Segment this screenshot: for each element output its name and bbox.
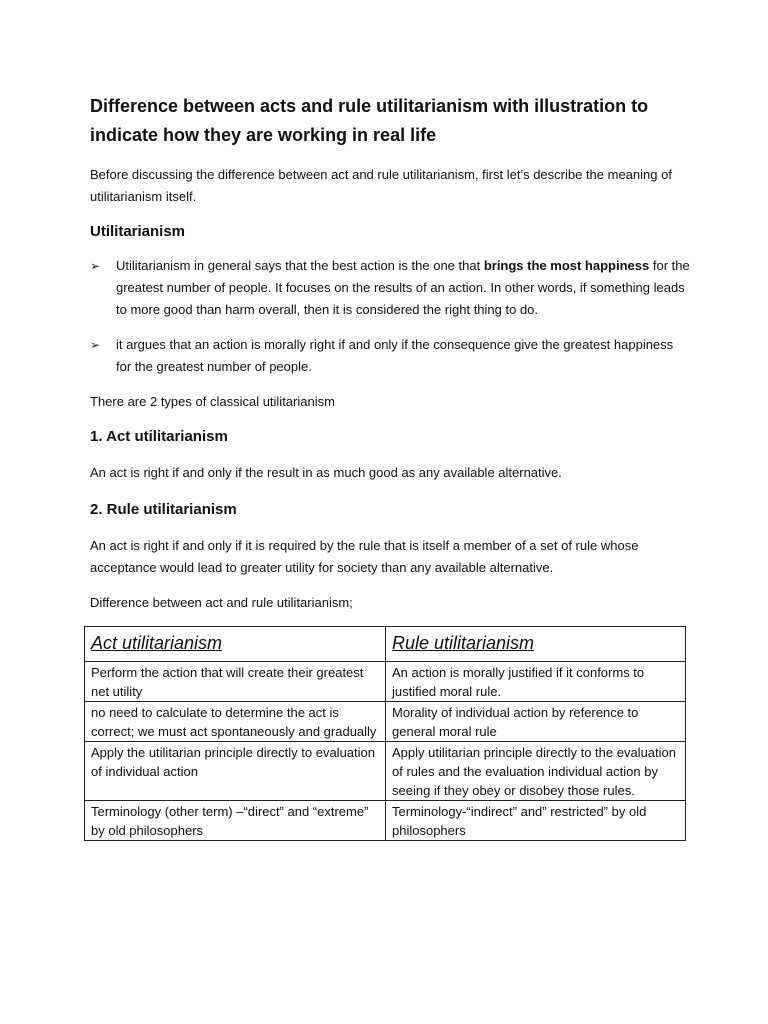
table-cell: Apply utilitarian principle directly to the evaluation of rules and the evaluation individual action by seeing if they obey or disobey those rules. [386,742,686,801]
arrow-bullet-icon: ➢ [90,338,101,352]
intro-paragraph: Before discussing the difference between act and rule utilitarianism, first let’s describe the meaning of utilitarianism itself. [90,167,672,204]
bullet-1-text-end: for the greatest number of people. It focuses on the results of an action. In other words, if something leads to more good than harm overall, then it is considered the right thing to do. [116,258,690,317]
bullet-2-text: it argues that an action is morally right if and only if the consequence give the greatest happiness for the greatest number of people. [116,337,674,374]
types-intro: There are 2 types of classical utilitarianism [90,394,335,409]
act-utilitarianism-heading: 1. Act utilitarianism [90,428,228,445]
utilitarianism-heading: Utilitarianism [90,223,186,240]
table-cell: An action is morally justified if it conforms to justified moral rule. [386,662,686,702]
rule-definition: An act is right if and only if it is required by the rule that is itself a member of a set of rule whose acceptance would lead to greater utility for society than any available alternative. [90,538,639,575]
table-row [85,742,686,801]
table-row [85,801,686,841]
document-title: Difference between acts and rule utilitarianism with illustration to indicate how they are working in real life [90,96,649,145]
utilitarianism-bullet-list [90,255,690,378]
act-definition: An act is right if and only if the result in as much good as any available alternative. [90,465,562,480]
table-cell: Apply the utilitarian principle directly to evaluation of individual action [85,742,386,801]
table-row [85,662,686,702]
table-header-rule: Rule utilitarianism [386,627,686,662]
table-cell: Perform the action that will create their greatest net utility [85,662,386,702]
table-header-row [85,627,686,662]
document-page [90,92,690,841]
bullet-1-text-start: Utilitarianism in general says that the best action is the one that [116,258,484,273]
table-cell: no need to calculate to determine the act is correct; we must act spontaneously and gradually [85,702,386,742]
table-row [85,702,686,742]
table-cell: Morality of individual action by reference to general moral rule [386,702,686,742]
comparison-table [84,626,686,841]
bullet-1-bold-text: brings the most happiness [483,258,650,273]
difference-intro: Difference between act and rule utilitarianism; [90,595,353,610]
arrow-bullet-icon: ➢ [90,259,101,273]
bullet-item-2 [90,334,690,378]
table-cell: Terminology-“indirect” and” restricted” by old philosophers [386,801,686,841]
table-header-act: Act utilitarianism [85,627,386,662]
rule-utilitarianism-heading: 2. Rule utilitarianism [90,501,237,518]
bullet-item-1 [90,255,690,321]
table-cell: Terminology (other term) –“direct” and “extreme” by old philosophers [85,801,386,841]
